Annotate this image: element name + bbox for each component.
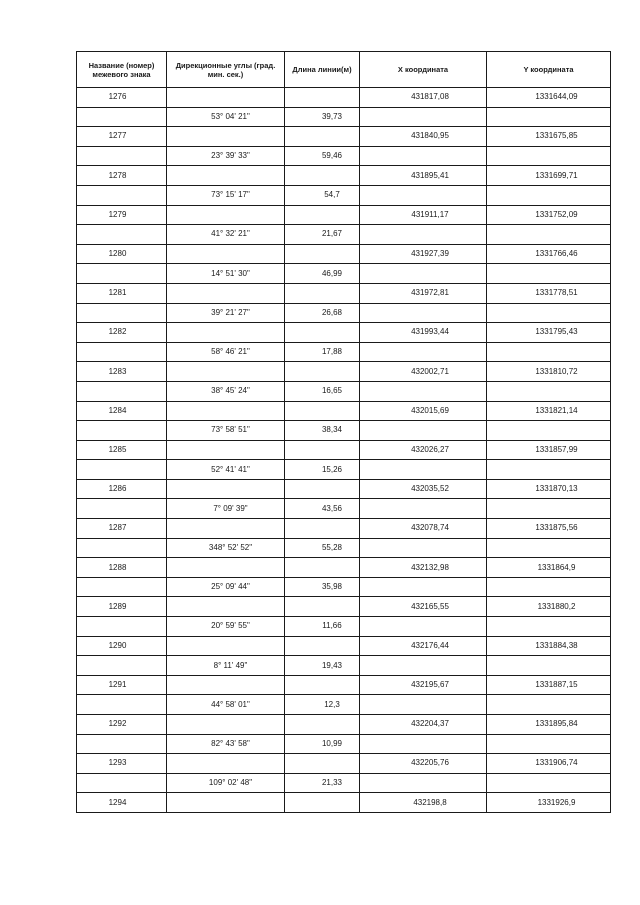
line-length-cell: 21,33: [285, 773, 360, 793]
line-length-cell: [285, 597, 360, 617]
direction-angle-cell: [167, 323, 285, 343]
table-row: [77, 185, 611, 205]
marker-name-cell: [77, 499, 167, 519]
line-length-cell: [285, 754, 360, 774]
direction-angle-cell: [167, 166, 285, 186]
y-coordinate-cell: 1331870,13: [487, 479, 611, 499]
line-length-cell: [285, 793, 360, 813]
direction-angle-cell: [167, 88, 285, 108]
marker-name-cell: 1290: [77, 636, 167, 656]
marker-name-cell: 1280: [77, 244, 167, 264]
table-row: [77, 264, 611, 284]
y-coordinate-cell: [487, 538, 611, 558]
x-coordinate-cell: [360, 381, 487, 401]
x-coordinate-cell: 432204,37: [360, 715, 487, 735]
x-coordinate-cell: [360, 460, 487, 480]
x-coordinate-cell: 432132,98: [360, 558, 487, 578]
x-coordinate-cell: 431840,95: [360, 127, 487, 147]
line-length-cell: 11,66: [285, 617, 360, 637]
marker-name-cell: 1284: [77, 401, 167, 421]
direction-angle-cell: 14° 51' 30": [167, 264, 285, 284]
x-coordinate-cell: [360, 264, 487, 284]
direction-angle-cell: 25° 09' 44": [167, 577, 285, 597]
y-coordinate-cell: 1331699,71: [487, 166, 611, 186]
direction-angle-cell: [167, 127, 285, 147]
x-coordinate-cell: 432015,69: [360, 401, 487, 421]
y-coordinate-cell: [487, 421, 611, 441]
line-length-cell: 43,56: [285, 499, 360, 519]
boundary-coordinates-table: [76, 51, 611, 813]
marker-name-cell: 1277: [77, 127, 167, 147]
x-coordinate-cell: 431817,08: [360, 88, 487, 108]
y-coordinate-cell: 1331880,2: [487, 597, 611, 617]
table-row: [77, 421, 611, 441]
table-row: [77, 577, 611, 597]
header-x-coordinate: X координата: [360, 52, 487, 88]
direction-angle-cell: 44° 58' 01": [167, 695, 285, 715]
table-row: [77, 127, 611, 147]
direction-angle-cell: 8° 11' 49": [167, 656, 285, 676]
x-coordinate-cell: 432002,71: [360, 362, 487, 382]
x-coordinate-cell: 432205,76: [360, 754, 487, 774]
header-y-coordinate: Y координата: [487, 52, 611, 88]
line-length-cell: 17,88: [285, 342, 360, 362]
header-direction-angle: Дирекционные углы (град. мин. сек.): [167, 52, 285, 88]
table-row: [77, 342, 611, 362]
line-length-cell: [285, 558, 360, 578]
line-length-cell: 12,3: [285, 695, 360, 715]
line-length-cell: 26,68: [285, 303, 360, 323]
table-row: [77, 656, 611, 676]
direction-angle-cell: 73° 15' 17": [167, 185, 285, 205]
table-row: [77, 88, 611, 108]
marker-name-cell: [77, 146, 167, 166]
line-length-cell: [285, 88, 360, 108]
direction-angle-cell: [167, 244, 285, 264]
direction-angle-cell: 23° 39' 33": [167, 146, 285, 166]
line-length-cell: 54,7: [285, 185, 360, 205]
direction-angle-cell: [167, 519, 285, 539]
x-coordinate-cell: [360, 656, 487, 676]
line-length-cell: [285, 675, 360, 695]
table-row: [77, 734, 611, 754]
table-row: [77, 381, 611, 401]
marker-name-cell: [77, 773, 167, 793]
x-coordinate-cell: [360, 617, 487, 637]
y-coordinate-cell: 1331752,09: [487, 205, 611, 225]
table-row: [77, 166, 611, 186]
y-coordinate-cell: [487, 381, 611, 401]
y-coordinate-cell: [487, 460, 611, 480]
line-length-cell: [285, 362, 360, 382]
line-length-cell: [285, 283, 360, 303]
x-coordinate-cell: [360, 303, 487, 323]
y-coordinate-cell: 1331644,09: [487, 88, 611, 108]
direction-angle-cell: 53° 04' 21": [167, 107, 285, 127]
line-length-cell: 39,73: [285, 107, 360, 127]
x-coordinate-cell: 431895,41: [360, 166, 487, 186]
x-coordinate-cell: 432176,44: [360, 636, 487, 656]
marker-name-cell: 1282: [77, 323, 167, 343]
x-coordinate-cell: 431972,81: [360, 283, 487, 303]
marker-name-cell: [77, 381, 167, 401]
direction-angle-cell: 52° 41' 41": [167, 460, 285, 480]
y-coordinate-cell: [487, 734, 611, 754]
table-row: [77, 401, 611, 421]
y-coordinate-cell: 1331926,9: [487, 793, 611, 813]
table-row: [77, 519, 611, 539]
header-row: [77, 52, 611, 88]
x-coordinate-cell: 432165,55: [360, 597, 487, 617]
x-coordinate-cell: [360, 146, 487, 166]
table-row: [77, 754, 611, 774]
x-coordinate-cell: 432026,27: [360, 440, 487, 460]
table-row: [77, 636, 611, 656]
x-coordinate-cell: 432078,74: [360, 519, 487, 539]
direction-angle-cell: [167, 636, 285, 656]
direction-angle-cell: 41° 32' 21": [167, 225, 285, 245]
marker-name-cell: [77, 460, 167, 480]
direction-angle-cell: [167, 362, 285, 382]
marker-name-cell: 1293: [77, 754, 167, 774]
marker-name-cell: 1289: [77, 597, 167, 617]
marker-name-cell: [77, 421, 167, 441]
y-coordinate-cell: 1331875,56: [487, 519, 611, 539]
x-coordinate-cell: [360, 773, 487, 793]
line-length-cell: [285, 127, 360, 147]
table-row: [77, 205, 611, 225]
line-length-cell: [285, 479, 360, 499]
line-length-cell: [285, 519, 360, 539]
y-coordinate-cell: [487, 656, 611, 676]
x-coordinate-cell: 431993,44: [360, 323, 487, 343]
x-coordinate-cell: [360, 499, 487, 519]
table-header: [77, 52, 611, 88]
y-coordinate-cell: 1331906,74: [487, 754, 611, 774]
line-length-cell: 21,67: [285, 225, 360, 245]
table-row: [77, 695, 611, 715]
x-coordinate-cell: [360, 538, 487, 558]
y-coordinate-cell: 1331895,84: [487, 715, 611, 735]
x-coordinate-cell: [360, 421, 487, 441]
table-row: [77, 107, 611, 127]
x-coordinate-cell: [360, 342, 487, 362]
direction-angle-cell: [167, 440, 285, 460]
y-coordinate-cell: [487, 264, 611, 284]
table-row: [77, 460, 611, 480]
x-coordinate-cell: 431911,17: [360, 205, 487, 225]
direction-angle-cell: 348° 52' 52": [167, 538, 285, 558]
line-length-cell: [285, 636, 360, 656]
line-length-cell: 59,46: [285, 146, 360, 166]
y-coordinate-cell: 1331778,51: [487, 283, 611, 303]
table-row: [77, 283, 611, 303]
marker-name-cell: [77, 303, 167, 323]
table-row: [77, 323, 611, 343]
x-coordinate-cell: [360, 695, 487, 715]
marker-name-cell: 1291: [77, 675, 167, 695]
direction-angle-cell: 58° 46' 21": [167, 342, 285, 362]
x-coordinate-cell: 432035,52: [360, 479, 487, 499]
y-coordinate-cell: 1331887,15: [487, 675, 611, 695]
y-coordinate-cell: 1331766,46: [487, 244, 611, 264]
line-length-cell: 16,65: [285, 381, 360, 401]
y-coordinate-cell: 1331810,72: [487, 362, 611, 382]
table-row: [77, 715, 611, 735]
marker-name-cell: 1288: [77, 558, 167, 578]
table-row: [77, 597, 611, 617]
marker-name-cell: [77, 577, 167, 597]
line-length-cell: 46,99: [285, 264, 360, 284]
direction-angle-cell: [167, 597, 285, 617]
marker-name-cell: 1287: [77, 519, 167, 539]
marker-name-cell: [77, 734, 167, 754]
line-length-cell: [285, 323, 360, 343]
marker-name-cell: [77, 656, 167, 676]
table-body: [77, 88, 611, 813]
marker-name-cell: 1279: [77, 205, 167, 225]
direction-angle-cell: [167, 283, 285, 303]
direction-angle-cell: [167, 401, 285, 421]
marker-name-cell: 1294: [77, 793, 167, 813]
table-row: [77, 244, 611, 264]
direction-angle-cell: 38° 45' 24": [167, 381, 285, 401]
marker-name-cell: [77, 538, 167, 558]
marker-name-cell: [77, 107, 167, 127]
y-coordinate-cell: 1331864,9: [487, 558, 611, 578]
line-length-cell: [285, 244, 360, 264]
marker-name-cell: [77, 617, 167, 637]
table-row: [77, 440, 611, 460]
y-coordinate-cell: [487, 225, 611, 245]
table-row: [77, 793, 611, 813]
marker-name-cell: 1281: [77, 283, 167, 303]
line-length-cell: [285, 166, 360, 186]
marker-name-cell: 1292: [77, 715, 167, 735]
header-line-length: Длина линии(м): [285, 52, 360, 88]
direction-angle-cell: [167, 675, 285, 695]
line-length-cell: 19,43: [285, 656, 360, 676]
table-row: [77, 479, 611, 499]
line-length-cell: [285, 401, 360, 421]
y-coordinate-cell: [487, 577, 611, 597]
y-coordinate-cell: [487, 617, 611, 637]
y-coordinate-cell: [487, 342, 611, 362]
y-coordinate-cell: [487, 773, 611, 793]
y-coordinate-cell: 1331795,43: [487, 323, 611, 343]
y-coordinate-cell: 1331884,38: [487, 636, 611, 656]
y-coordinate-cell: 1331857,99: [487, 440, 611, 460]
direction-angle-cell: 82° 43' 58": [167, 734, 285, 754]
marker-name-cell: 1283: [77, 362, 167, 382]
direction-angle-cell: [167, 754, 285, 774]
y-coordinate-cell: [487, 107, 611, 127]
marker-name-cell: 1276: [77, 88, 167, 108]
table-row: [77, 225, 611, 245]
line-length-cell: [285, 440, 360, 460]
marker-name-cell: 1286: [77, 479, 167, 499]
x-coordinate-cell: 432195,67: [360, 675, 487, 695]
direction-angle-cell: [167, 558, 285, 578]
line-length-cell: [285, 205, 360, 225]
marker-name-cell: [77, 225, 167, 245]
table-row: [77, 362, 611, 382]
table-row: [77, 303, 611, 323]
y-coordinate-cell: [487, 185, 611, 205]
y-coordinate-cell: 1331821,14: [487, 401, 611, 421]
x-coordinate-cell: 431927,39: [360, 244, 487, 264]
direction-angle-cell: [167, 715, 285, 735]
marker-name-cell: 1285: [77, 440, 167, 460]
table-row: [77, 675, 611, 695]
y-coordinate-cell: [487, 146, 611, 166]
line-length-cell: [285, 715, 360, 735]
direction-angle-cell: 73° 58' 51": [167, 421, 285, 441]
table-row: [77, 499, 611, 519]
header-marker-name: Название (номер) межевого знака: [77, 52, 167, 88]
marker-name-cell: [77, 695, 167, 715]
line-length-cell: 55,28: [285, 538, 360, 558]
direction-angle-cell: [167, 793, 285, 813]
x-coordinate-cell: [360, 185, 487, 205]
y-coordinate-cell: [487, 303, 611, 323]
marker-name-cell: [77, 185, 167, 205]
table-row: [77, 538, 611, 558]
marker-name-cell: [77, 342, 167, 362]
x-coordinate-cell: [360, 107, 487, 127]
table-row: [77, 773, 611, 793]
line-length-cell: 10,99: [285, 734, 360, 754]
x-coordinate-cell: 432198,8: [360, 793, 487, 813]
y-coordinate-cell: [487, 499, 611, 519]
x-coordinate-cell: [360, 225, 487, 245]
line-length-cell: 38,34: [285, 421, 360, 441]
direction-angle-cell: 109° 02' 48": [167, 773, 285, 793]
x-coordinate-cell: [360, 734, 487, 754]
table-row: [77, 558, 611, 578]
y-coordinate-cell: [487, 695, 611, 715]
direction-angle-cell: [167, 205, 285, 225]
direction-angle-cell: 39° 21' 27": [167, 303, 285, 323]
marker-name-cell: 1278: [77, 166, 167, 186]
direction-angle-cell: 20° 59' 55": [167, 617, 285, 637]
direction-angle-cell: [167, 479, 285, 499]
marker-name-cell: [77, 264, 167, 284]
y-coordinate-cell: 1331675,85: [487, 127, 611, 147]
table-row: [77, 617, 611, 637]
line-length-cell: 35,98: [285, 577, 360, 597]
direction-angle-cell: 7° 09' 39": [167, 499, 285, 519]
table-row: [77, 146, 611, 166]
line-length-cell: 15,26: [285, 460, 360, 480]
x-coordinate-cell: [360, 577, 487, 597]
